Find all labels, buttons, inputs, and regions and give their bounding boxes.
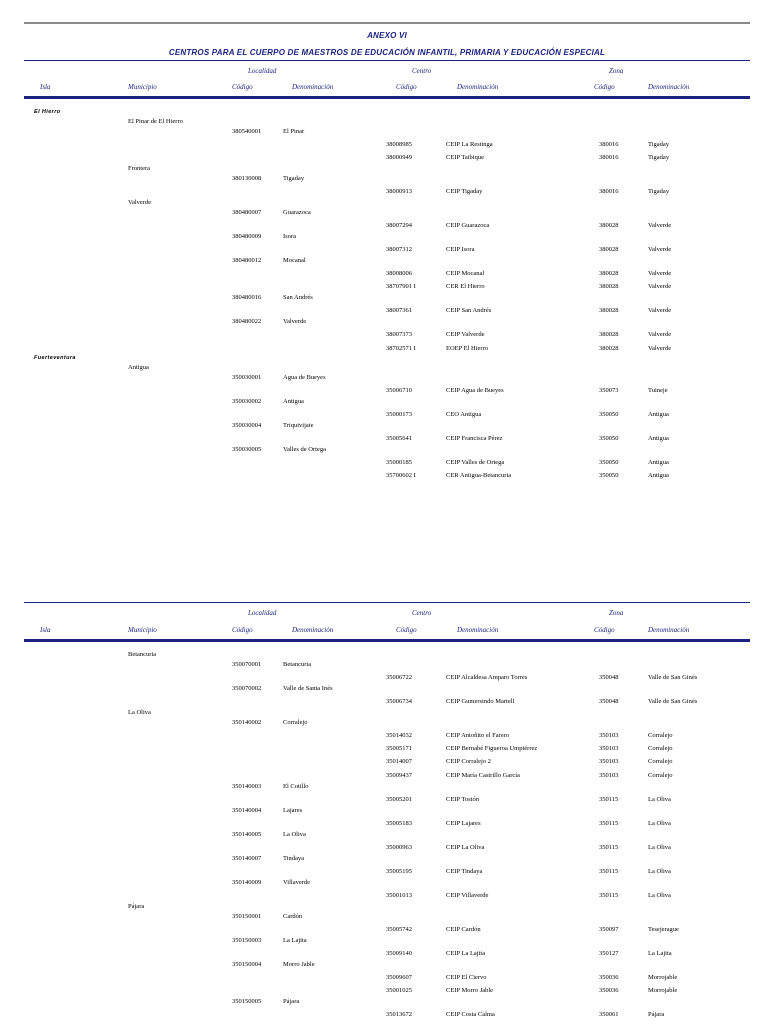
- page2-top-rule: [24, 602, 750, 603]
- header-localidad-codigo: Código: [232, 83, 253, 91]
- centro-name: CEIP Isora: [446, 246, 475, 254]
- zona-code: 380016: [599, 141, 619, 148]
- municipio-name: El Pinar de El Hierro: [128, 118, 183, 125]
- isla-name: El Hierro: [34, 109, 61, 115]
- centro-name: CEIP Valles de Ortega: [446, 458, 505, 466]
- localidad-code: 350140002: [232, 719, 262, 726]
- centro-name: CEO Antigua: [446, 410, 482, 418]
- localidad-code: 380480016: [232, 294, 262, 302]
- centro-name: CEIP Mocanal: [446, 270, 485, 278]
- centro-code: 38007312: [386, 246, 412, 254]
- zona-name: Antigua: [648, 471, 669, 479]
- localidad-code: 380480012: [232, 257, 262, 265]
- centro-code: 38707901 I: [386, 283, 416, 291]
- zona-name: Tesejerague: [648, 925, 679, 933]
- centro-code: 35006710: [386, 386, 412, 394]
- localidad-code: 380480009: [232, 233, 262, 241]
- centro-name: CEIP San Andrés: [446, 307, 492, 315]
- zona-name: Valverde: [648, 344, 672, 352]
- header-centro-codigo: Código: [396, 626, 417, 634]
- zona-code: 350103: [599, 745, 619, 753]
- zona-code: 350115: [599, 819, 619, 827]
- localidad-code: 350150003: [232, 936, 262, 944]
- localidad-name: Pájara: [283, 997, 300, 1005]
- zona-code: 350050: [599, 410, 619, 418]
- centro-name: CEIP El Ciervo: [446, 973, 487, 981]
- zona-name: Valle de San Ginés: [648, 674, 698, 681]
- localidad-code: 350070002: [232, 685, 262, 692]
- centro-code: 35005183: [386, 819, 412, 827]
- header-localidad-denominacion: Denominación: [292, 626, 334, 634]
- municipio-name: Frontera: [128, 165, 151, 173]
- centro-name: CEIP Costa Calma: [446, 1010, 495, 1018]
- header-zona-denominacion: Denominación: [648, 83, 690, 91]
- localidad-code: 380480007: [232, 209, 262, 217]
- header-zona: Zona: [609, 609, 624, 617]
- localidad-name: La Lajita: [283, 936, 307, 944]
- centro-name: CEIP Cardón: [446, 925, 481, 933]
- zona-code: 380028: [599, 344, 619, 352]
- localidad-code: 350140004: [232, 806, 262, 814]
- localidad-name: Villaverde: [283, 878, 311, 886]
- zona-code: 380028: [599, 246, 619, 254]
- header-localidad: Localidad: [248, 609, 277, 617]
- header-zona-codigo: Código: [594, 626, 615, 634]
- centro-code: 38008006: [386, 270, 412, 278]
- centro-code: 38007373: [386, 331, 412, 339]
- localidad-name: Cardón: [283, 912, 303, 920]
- centro-code: 38702571 I: [386, 344, 416, 352]
- centro-code: 35700602 I: [386, 471, 416, 479]
- localidad-name: Tigaday: [283, 175, 305, 183]
- localidad-code: 350140005: [232, 830, 262, 838]
- zona-name: Corralejo: [648, 758, 673, 766]
- zona-name: Tigaday: [648, 154, 670, 162]
- localidad-name: La Oliva: [283, 830, 306, 838]
- localidad-name: Morro Jable: [283, 960, 315, 968]
- centro-code: 35014032: [386, 732, 412, 739]
- localidad-code: 350150004: [232, 960, 262, 968]
- header-rule: [24, 96, 750, 99]
- zona-name: Valverde: [648, 283, 672, 291]
- localidad-code: 380540001: [232, 128, 262, 135]
- zona-code: 350103: [599, 758, 619, 766]
- localidad-code: 350140009: [232, 878, 262, 886]
- localidad-code: 380130008: [232, 175, 262, 183]
- localidad-name: Corralejo: [283, 719, 308, 726]
- header-zona-codigo: Código: [594, 83, 615, 91]
- header-centro-codigo: Código: [396, 83, 417, 91]
- header-centro: Centro: [412, 609, 432, 617]
- localidad-code: 350030005: [232, 445, 262, 453]
- centro-code: 35013672: [386, 1010, 412, 1018]
- localidad-name: Antigua: [283, 397, 304, 405]
- zona-code: 350073: [599, 386, 619, 394]
- localidad-name: Lajares: [283, 806, 303, 814]
- centro-code: 35009437: [386, 771, 412, 779]
- zona-code: 350061: [599, 1010, 619, 1018]
- centro-code: 38000913: [386, 188, 412, 196]
- municipio-name: Pájara: [128, 902, 145, 910]
- zona-name: La Oliva: [648, 795, 671, 803]
- zona-name: Corralejo: [648, 732, 673, 739]
- localidad-name: Triquivijate: [283, 421, 314, 429]
- header-rule-page2: [24, 639, 750, 642]
- centro-code: 38007361: [386, 307, 412, 315]
- centro-code: 35000185: [386, 458, 412, 466]
- zona-name: Morrojable: [648, 986, 678, 994]
- centro-name: CEIP Agua de Bueyes: [446, 386, 504, 394]
- centro-name: CEIP Villaverde: [446, 891, 489, 899]
- centro-code: 35009607: [386, 973, 412, 981]
- zona-name: Pájara: [648, 1010, 665, 1018]
- centro-code: 38007294: [386, 222, 412, 230]
- zona-code: 380028: [599, 283, 619, 291]
- zona-name: Tuineje: [648, 386, 668, 394]
- zona-code: 350036: [599, 973, 619, 981]
- zona-name: Corralejo: [648, 745, 673, 753]
- centro-code: 35005201: [386, 795, 412, 803]
- zona-code: 350050: [599, 434, 619, 442]
- zona-code: 380016: [599, 154, 619, 162]
- zona-name: Valverde: [648, 270, 672, 278]
- zona-name: Antigua: [648, 434, 669, 442]
- centro-name: CER El Hierro: [446, 283, 485, 291]
- zona-name: Valverde: [648, 307, 672, 315]
- centro-name: CEIP La Oliva: [446, 843, 485, 851]
- centro-name: CEIP Tostón: [446, 795, 479, 803]
- localidad-name: San Andrés: [283, 294, 313, 302]
- zona-name: Valverde: [648, 222, 672, 230]
- localidad-code: 350070001: [232, 661, 262, 668]
- centro-code: 38008985: [386, 141, 412, 148]
- centro-code: 35005641: [386, 434, 412, 442]
- localidad-name: Betancuria: [283, 661, 312, 668]
- centro-code: 35005742: [386, 925, 412, 933]
- centro-code: 35014007: [386, 758, 412, 766]
- localidad-code: 350150005: [232, 997, 262, 1005]
- zona-code: 350127: [599, 949, 619, 957]
- localidad-code: 380480022: [232, 318, 262, 326]
- zona-name: La Oliva: [648, 891, 671, 899]
- centro-name: CEIP Gumersindo Martell: [446, 698, 515, 705]
- localidad-name: Guarazoca: [283, 209, 311, 217]
- zona-code: 380028: [599, 222, 619, 230]
- municipio-name: Antigua: [128, 363, 149, 371]
- centro-name: CEIP María Castrillo García: [446, 771, 520, 779]
- localidad-name: Tindaya: [283, 854, 305, 862]
- centro-code: 35005171: [386, 745, 412, 753]
- localidad-name: Valles de Ortega: [283, 445, 326, 453]
- zona-name: Antigua: [648, 410, 669, 418]
- localidad-code: 350030004: [232, 421, 262, 429]
- zona-code: 350048: [599, 674, 619, 681]
- zona-name: La Oliva: [648, 843, 671, 851]
- zona-code: 380028: [599, 307, 619, 315]
- zona-code: 350103: [599, 732, 619, 739]
- municipio-name: La Oliva: [128, 709, 151, 716]
- header-municipio: Municipio: [128, 83, 157, 91]
- zona-name: Tigaday: [648, 188, 670, 196]
- subtitle-rule: [24, 60, 750, 61]
- localidad-name: Agua de Bueyes: [283, 373, 326, 381]
- localidad-name: Isora: [283, 233, 296, 241]
- zona-code: 350115: [599, 867, 619, 875]
- centro-name: CEIP Bernabé Figueroa Umpiérrez: [446, 745, 538, 753]
- zona-code: 350048: [599, 698, 619, 705]
- centro-code: 35000173: [386, 410, 412, 418]
- centro-name: CEIP Antoñito el Farero: [446, 732, 510, 739]
- localidad-code: 350140003: [232, 782, 262, 790]
- zona-code: 350115: [599, 843, 619, 851]
- localidad-name: El Cotillo: [283, 782, 309, 790]
- zona-code: 380028: [599, 331, 619, 339]
- zona-code: 350050: [599, 458, 619, 466]
- zona-code: 350115: [599, 795, 619, 803]
- centro-code: 35006722: [386, 674, 412, 681]
- header-municipio: Municipio: [128, 626, 157, 634]
- localidad-name: Valverde: [283, 318, 307, 326]
- header-isla: Isla: [40, 83, 51, 91]
- zona-code: 350036: [599, 986, 619, 994]
- centro-name: EOEP El Hierro: [446, 344, 488, 352]
- centro-code: 38000949: [386, 154, 412, 162]
- centro-code: 35001025: [386, 986, 412, 994]
- header-isla: Isla: [40, 626, 51, 634]
- zona-name: Valle de San Ginés: [648, 698, 698, 705]
- zona-name: La Lajita: [648, 949, 672, 957]
- centro-name: CEIP Taibique: [446, 154, 485, 162]
- zona-code: 350103: [599, 771, 619, 779]
- localidad-code: 350030002: [232, 397, 262, 405]
- centro-name: CEIP Tigaday: [446, 188, 483, 196]
- zona-code: 350115: [599, 891, 619, 899]
- header-centro: Centro: [412, 67, 432, 75]
- zona-name: Valverde: [648, 331, 672, 339]
- centro-code: 35009140: [386, 949, 412, 957]
- centro-name: CEIP Morro Jable: [446, 986, 494, 994]
- page-subtitle: CENTROS PARA EL CUERPO DE MAESTROS DE EDUCACIÓN INFANTIL, PRIMARIA Y EDUCACIÓN ESPECIAL: [168, 48, 606, 57]
- page-title: ANEXO VI: [367, 31, 407, 40]
- centro-code: 35000963: [386, 843, 412, 851]
- header-localidad-denominacion: Denominación: [292, 83, 334, 91]
- localidad-code: 350140007: [232, 854, 262, 862]
- zona-name: Morrojable: [648, 973, 678, 981]
- localidad-name: Valle de Santa Inés: [283, 685, 333, 692]
- centro-code: 35005195: [386, 867, 412, 875]
- municipio-name: Betancuria: [128, 651, 157, 658]
- zona-name: Antigua: [648, 458, 669, 466]
- centro-name: CEIP La Restinga: [446, 141, 493, 148]
- header-centro-denominacion: Denominación: [457, 626, 499, 634]
- zona-code: 350050: [599, 471, 619, 479]
- localidad-code: 350150001: [232, 912, 262, 920]
- isla-name: Fuerteventura: [34, 354, 76, 361]
- header-zona-denominacion: Denominación: [648, 626, 690, 634]
- centro-name: CEIP Valverde: [446, 331, 485, 339]
- centro-code: 35001013: [386, 891, 412, 899]
- zona-name: Corralejo: [648, 771, 673, 779]
- centro-name: CEIP Lajares: [446, 819, 481, 827]
- localidad-name: El Pinar: [283, 128, 305, 135]
- centro-name: CEIP Tindaya: [446, 867, 483, 875]
- zona-name: Valverde: [648, 246, 672, 254]
- header-localidad-codigo: Código: [232, 626, 253, 634]
- zona-name: Tigaday: [648, 141, 670, 148]
- header-localidad: Localidad: [248, 67, 277, 75]
- localidad-code: 350030001: [232, 373, 262, 381]
- header-centro-denominacion: Denominación: [457, 83, 499, 91]
- localidad-name: Mocanal: [283, 257, 306, 265]
- centro-name: CEIP Corralejo 2: [446, 758, 491, 766]
- centro-name: CER Antigua-Betancuria: [446, 471, 512, 479]
- centro-name: CEIP Guarazoca: [446, 222, 490, 230]
- municipio-name: Valverde: [128, 199, 152, 207]
- zona-code: 380016: [599, 188, 619, 196]
- zona-code: 350097: [599, 925, 619, 933]
- zona-name: La Oliva: [648, 867, 671, 875]
- centro-name: CEIP Francisca Pérez: [446, 434, 503, 442]
- centro-name: CEIP Alcaldesa Amparo Torres: [446, 674, 528, 681]
- zona-code: 380028: [599, 270, 619, 278]
- zona-name: La Oliva: [648, 819, 671, 827]
- header-zona: Zona: [609, 67, 624, 75]
- centro-code: 35006734: [386, 698, 412, 705]
- centro-name: CEIP La Lajita: [446, 949, 486, 957]
- top-rule: [24, 22, 750, 24]
